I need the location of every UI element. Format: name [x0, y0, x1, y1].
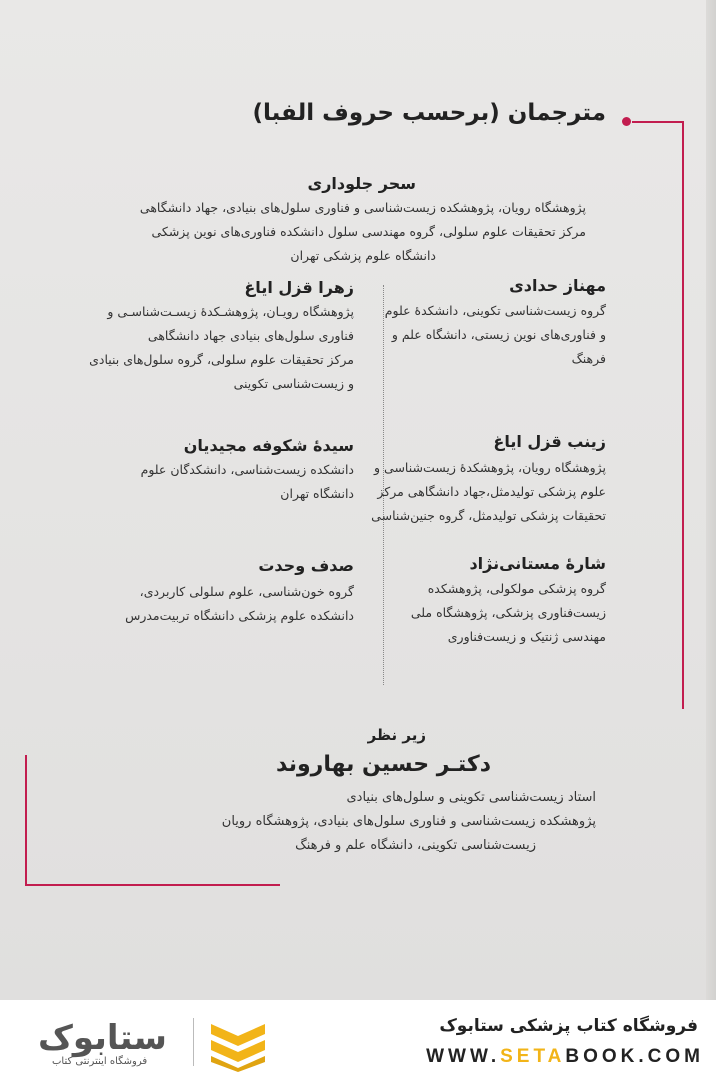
translator-affiliation-mahnaz: [385, 299, 606, 371]
translator-affiliation-shokoufeh: [141, 458, 354, 506]
heading-bullet: [622, 117, 631, 126]
translator-name-zeynab: زینب قزل ایاغ: [493, 432, 606, 451]
supervisor-label: زیر نظر: [367, 726, 426, 744]
frame-line-right: [682, 121, 684, 709]
affiliation-line: و فناوری‌های نوین زیستی، دانشگاه علم و: [391, 327, 606, 342]
frame-line-bottom: [25, 884, 280, 886]
affiliation-line: دانشکده علوم پزشکی دانشگاه تربیت‌مدرس: [125, 608, 354, 623]
frame-line-left: [25, 755, 27, 885]
translator-name-mahnaz: مهناز حدادی: [509, 276, 606, 295]
affiliation-line: مرکز تحقیقات علوم سلولی، گروه مهندسی سلول دانشکده فناوری‌های نوین پزشکی: [151, 224, 586, 239]
affiliation-line: و زیست‌شناسی تکوینی: [233, 376, 354, 391]
affiliation-line: زیست‌فناوری پزشکی، پژوهشگاه ملی: [410, 605, 606, 620]
url-prefix: WWW.: [426, 1046, 501, 1067]
affiliation-line: فناوری سلول‌های بنیادی جهاد دانشگاهی: [147, 328, 354, 343]
shop-url[interactable]: [426, 1046, 704, 1068]
translator-affiliation-zeynab: [371, 456, 606, 528]
affiliation-line: فرهنگ: [571, 351, 606, 366]
affiliation-line: تحقیقات پزشکی تولیدمثل، گروه جنین‌شناسی: [371, 508, 606, 523]
affiliation-line: گروه زیست‌شناسی تکوینی، دانشکدهٔ علوم: [384, 303, 606, 318]
logo-separator: [193, 1018, 194, 1066]
affiliation-line: استاد زیست‌شناسی تکوینی و سلول‌های بنیادی: [346, 790, 596, 805]
shop-title: فروشگاه کتاب پزشکی ستابوک: [439, 1016, 698, 1036]
translator-name-sadaf: صدف وحدت: [258, 556, 354, 575]
frame-line-top: [632, 121, 682, 123]
affiliation-line: گروه پزشکی مولکولی، پژوهشکده: [427, 581, 606, 596]
setabook-logo-icon: [203, 1018, 273, 1072]
watermark-footer: [0, 1000, 716, 1079]
affiliation-line: علوم پزشکی تولیدمثل،جهاد دانشگاهی مرکز: [377, 484, 606, 499]
translator-name-zahra: زهرا قزل ایاغ: [244, 278, 354, 297]
translator-affiliation-sadaf: [125, 580, 354, 628]
supervisor-affiliation: [222, 786, 596, 858]
affiliation-line: گروه خون‌شناسی، علوم سلولی کاربردی،: [139, 584, 354, 599]
logo-wordmark: ستابوک: [38, 1018, 167, 1058]
translator-affiliation-sahar: [140, 196, 586, 268]
translator-name-sahar: سحر جلوداری: [307, 174, 416, 193]
translator-affiliation-zahra: [89, 300, 354, 396]
affiliation-line: دانشگاه علوم پزشکی تهران: [290, 248, 436, 263]
page-edge: [706, 0, 716, 1000]
page-heading: مترجمان (برحسب حروف الفبا): [252, 100, 606, 126]
affiliation-line: دانشگاه تهران: [280, 486, 354, 501]
affiliation-line: پژوهشگاه رویـان، پژوهشـکدهٔ زیسـت‌شناسـی و: [107, 304, 354, 319]
url-suffix: BOOK.COM: [565, 1046, 704, 1067]
affiliation-line: مهندسی ژنتیک و زیست‌فناوری: [447, 629, 606, 644]
affiliation-line: مرکز تحقیقات علوم سلولی، گروه سلول‌های بنیادی: [89, 352, 354, 367]
affiliation-line: دانشکده زیست‌شناسی، دانشکدگان علوم: [140, 462, 354, 477]
url-highlight: SETA: [500, 1046, 566, 1067]
affiliation-line: پژوهشگاه رویان، پژوهشکدهٔ زیست‌شناسی و: [374, 460, 606, 475]
supervisor-name: دکتـر حسین بهاروند: [276, 752, 491, 777]
translator-affiliation-shareh: [411, 577, 606, 649]
translator-name-shokoufeh: سیدهٔ شکوفه مجیدیان: [183, 436, 354, 455]
affiliation-line: زیست‌شناسی تکوینی، دانشگاه علم و فرهنگ: [295, 838, 536, 853]
affiliation-line: پژوهشکده زیست‌شناسی و فناوری سلول‌های بنیادی، پژوهشگاه رویان: [221, 814, 596, 829]
logo-subtitle: فروشگاه اینترنتی کتاب: [52, 1056, 148, 1067]
translator-name-shareh: شارهٔ مستانی‌نژاد: [469, 554, 606, 573]
affiliation-line: پژوهشگاه رویان، پژوهشکده زیست‌شناسی و فناوری سلول‌های بنیادی، جهاد دانشگاهی: [139, 200, 586, 215]
